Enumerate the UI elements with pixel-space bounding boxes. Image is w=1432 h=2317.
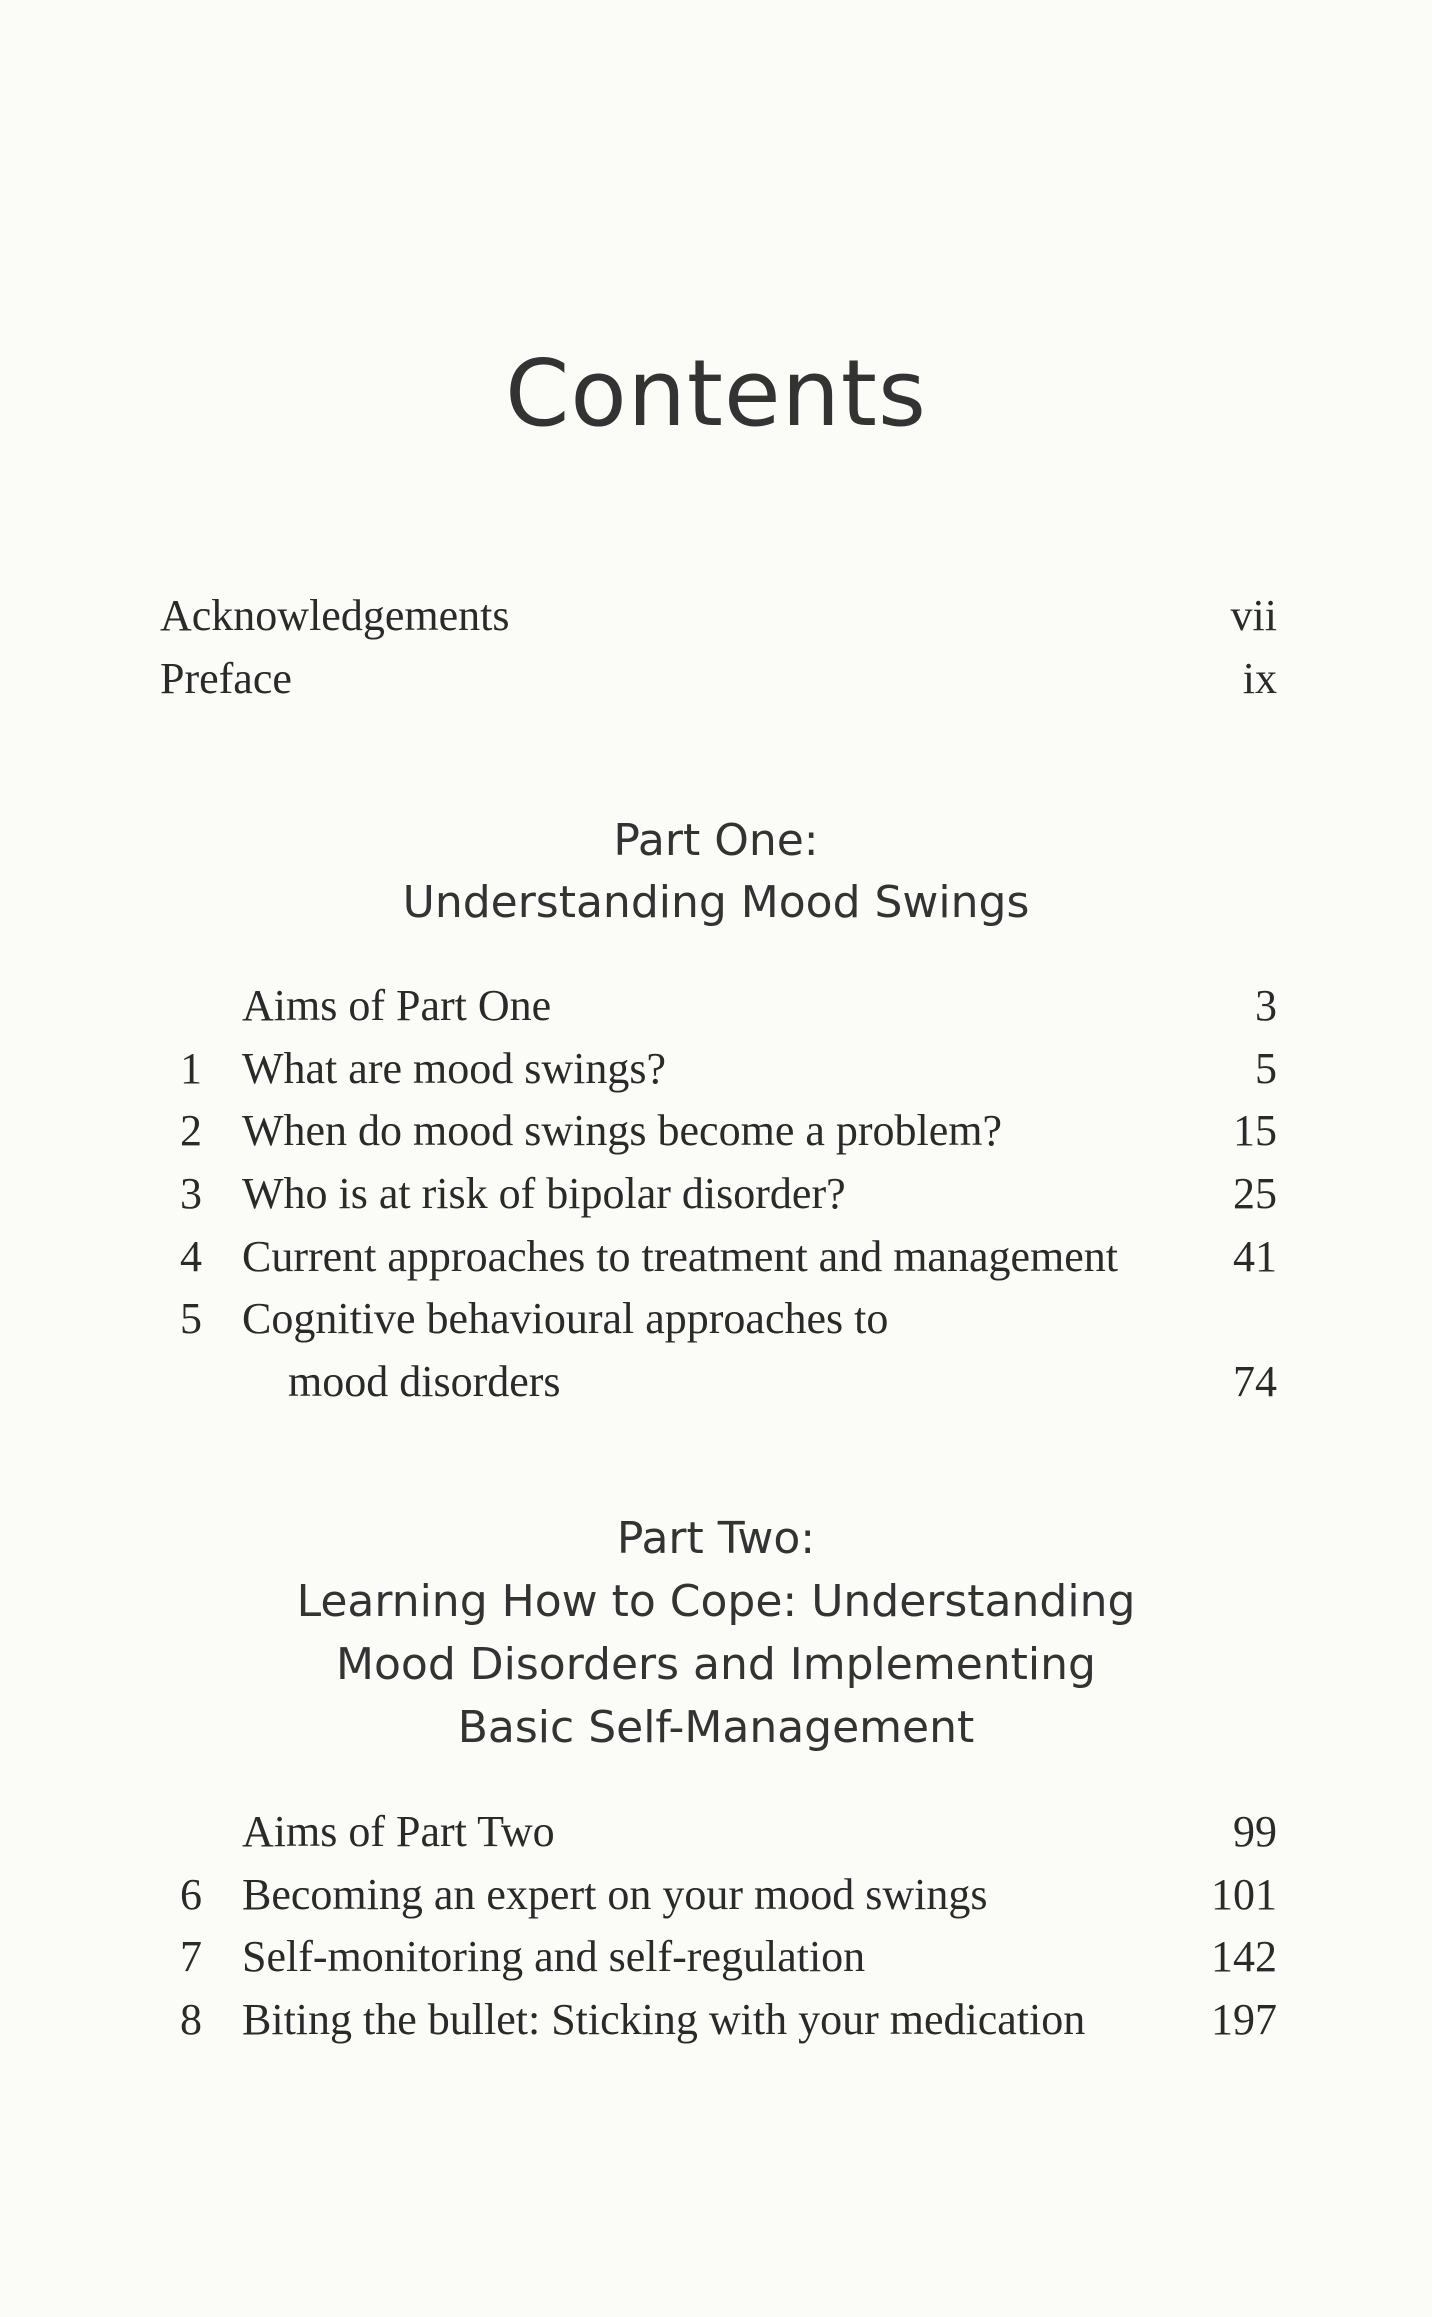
chapter-3-page: 25 [1233, 1169, 1277, 1218]
toc-entry-acknowledgements-label: Acknowledgements [160, 591, 510, 640]
chapter-4-page: 41 [1233, 1232, 1277, 1281]
chapter-8-page: 197 [1211, 1995, 1277, 2044]
chapter-8-title: Biting the bullet: Sticking with your medication [242, 1995, 1086, 2044]
chapter-7-title: Self-monitoring and self-regulation [242, 1932, 866, 1981]
chapter-1-title: What are mood swings? [242, 1044, 666, 1093]
toc-entry-preface-label: Preface [160, 654, 292, 703]
part-two-aims-label: Aims of Part Two [242, 1807, 555, 1856]
chapter-3-number: 3 [180, 1169, 202, 1218]
chapter-2-title: When do mood swings become a problem? [242, 1106, 1003, 1155]
part-two-heading-line4: Basic Self-Management [457, 1702, 975, 1753]
part-two-heading-line3: Mood Disorders and Implementing [336, 1639, 1096, 1690]
part-one-heading-line1: Part One: [613, 815, 819, 866]
chapter-2-page: 15 [1233, 1106, 1277, 1155]
chapter-5-title-continued: mood disorders [288, 1357, 561, 1406]
chapter-7-number: 7 [180, 1932, 202, 1981]
chapter-1-number: 1 [180, 1044, 202, 1093]
chapter-5-title: Cognitive behavioural approaches to [242, 1294, 889, 1343]
chapter-3-title: Who is at risk of bipolar disorder? [242, 1169, 846, 1218]
part-two-heading-line1: Part Two: [616, 1513, 816, 1564]
chapter-7-page: 142 [1211, 1932, 1277, 1981]
chapter-6-page: 101 [1211, 1870, 1277, 1919]
toc-entry-acknowledgements-page: vii [1230, 591, 1277, 640]
part-one-aims-label: Aims of Part One [242, 981, 552, 1030]
part-one-aims-page: 3 [1255, 981, 1277, 1030]
chapter-5-number: 5 [180, 1294, 202, 1343]
chapter-5-page: 74 [1233, 1357, 1277, 1406]
part-two-heading-line2: Learning How to Cope: Understanding [296, 1576, 1136, 1627]
chapter-4-number: 4 [180, 1232, 202, 1281]
chapter-6-number: 6 [180, 1870, 202, 1919]
chapter-1-page: 5 [1255, 1044, 1277, 1093]
chapter-6-title: Becoming an expert on your mood swings [242, 1870, 988, 1919]
chapter-2-number: 2 [180, 1106, 202, 1155]
page-title: Contents [505, 340, 927, 447]
chapter-8-number: 8 [180, 1995, 202, 2044]
chapter-4-title: Current approaches to treatment and management [242, 1232, 1118, 1281]
part-two-aims-page: 99 [1233, 1807, 1277, 1856]
part-one-heading-line2: Understanding Mood Swings [402, 877, 1030, 928]
toc-entry-preface-page: ix [1242, 654, 1277, 703]
